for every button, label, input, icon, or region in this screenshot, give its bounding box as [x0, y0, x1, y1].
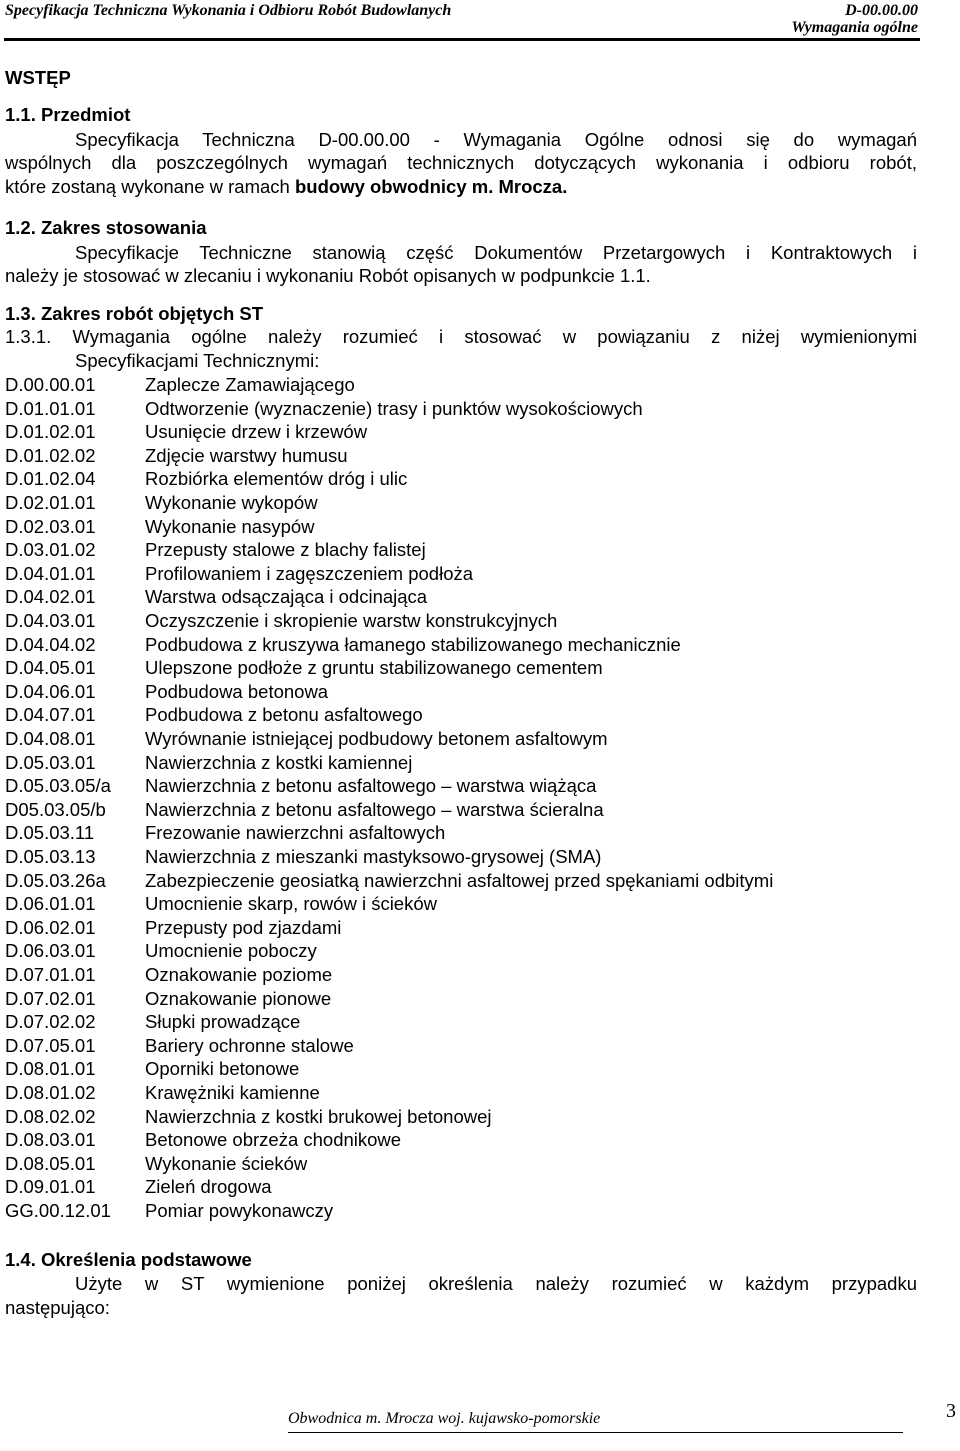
header-divider — [4, 38, 920, 41]
spec-code: D.06.03.01 — [5, 940, 96, 961]
spec-code: D.04.02.01 — [5, 586, 96, 607]
section-1-4-title: 1.4. Określenia podstawowe — [5, 1249, 252, 1270]
page-number: 3 — [946, 1400, 956, 1422]
spec-code: D.08.01.02 — [5, 1082, 96, 1103]
spec-code: D.09.01.01 — [5, 1176, 96, 1197]
section-1-1-line-2: wspólnych dla poszczególnych wymagań technicznych dotyczących wykonania i odbioru robót, — [5, 152, 917, 173]
spec-name: Zdjęcie warstwy humusu — [145, 445, 348, 466]
section-1-3-title: 1.3. Zakres robót objętych ST — [5, 303, 264, 324]
spec-name: Odtworzenie (wyznaczenie) trasy i punktów wysokościowych — [145, 398, 643, 419]
spec-name: Oporniki betonowe — [145, 1058, 300, 1079]
spec-name: Usunięcie drzew i krzewów — [145, 421, 368, 442]
spec-name: Przepusty stalowe z blachy falistej — [145, 539, 426, 560]
spec-name: Krawężniki kamienne — [145, 1082, 320, 1103]
footer-divider — [288, 1432, 903, 1433]
spec-name: Nawierzchnia z kostki brukowej betonowej — [145, 1106, 492, 1127]
section-1-4-line-2: następująco: — [5, 1297, 110, 1318]
spec-name: Nawierzchnia z betonu asfaltowego – warstwa wiążąca — [145, 775, 597, 796]
spec-code: D.05.03.13 — [5, 846, 96, 867]
section-1-3-1-line-2: Specyfikacjami Technicznymi: — [75, 350, 320, 371]
spec-name: Słupki prowadzące — [145, 1011, 301, 1032]
spec-code: D.07.01.01 — [5, 964, 96, 985]
spec-code: D.00.00.01 — [5, 374, 96, 395]
spec-code: D.01.01.01 — [5, 398, 96, 419]
section-1-4-line-1: Użyte w ST wymienione poniżej określenia należy rozumieć w każdym przypadku — [75, 1273, 917, 1294]
spec-name: Przepusty pod zjazdami — [145, 917, 342, 938]
spec-name: Pomiar powykonawczy — [145, 1200, 334, 1221]
section-1-2-line-2: należy je stosować w zlecaniu i wykonaniu Robót opisanych w podpunkcie 1.1. — [5, 265, 651, 286]
footer-text: Obwodnica m. Mrocza woj. kujawsko-pomorskie — [288, 1410, 601, 1427]
spec-code: D.05.03.01 — [5, 752, 96, 773]
spec-code: D.02.03.01 — [5, 516, 96, 537]
spec-name: Zaplecze Zamawiającego — [145, 374, 355, 395]
spec-name: Betonowe obrzeża chodnikowe — [145, 1129, 402, 1150]
header-spec-code: D-00.00.00 — [845, 2, 918, 19]
spec-code: D.07.02.02 — [5, 1011, 96, 1032]
spec-code: D.04.05.01 — [5, 657, 96, 678]
spec-code: D.06.01.01 — [5, 893, 96, 914]
spec-name: Warstwa odsączająca i odcinająca — [145, 586, 428, 607]
spec-code: D.04.07.01 — [5, 704, 96, 725]
spec-name: Podbudowa betonowa — [145, 681, 329, 702]
section-1-2-line-1: Specyfikacje Techniczne stanowią część Dokumentów Przetargowych i Kontraktowych i — [75, 242, 917, 263]
header-spec-subtitle: Wymagania ogólne — [791, 19, 918, 36]
spec-name: Nawierzchnia z kostki kamiennej — [145, 752, 413, 773]
spec-code: D.04.04.02 — [5, 634, 96, 655]
section-title-wstep: WSTĘP — [5, 67, 71, 88]
spec-code: D.04.01.01 — [5, 563, 96, 584]
section-1-1-line-1: Specyfikacja Techniczna D-00.00.00 - Wymagania Ogólne odnosi się do wymagań — [75, 129, 917, 150]
spec-name: Oczyszczenie i skropienie warstw konstrukcyjnych — [145, 610, 558, 631]
spec-code: D.04.03.01 — [5, 610, 96, 631]
spec-name: Nawierzchnia z betonu asfaltowego – warstwa ścieralna — [145, 799, 604, 820]
spec-code: D.05.03.05/a — [5, 775, 111, 796]
spec-code: D.06.02.01 — [5, 917, 96, 938]
spec-name: Umocnienie skarp, rowów i ścieków — [145, 893, 437, 914]
spec-code: D.05.03.26a — [5, 870, 106, 891]
spec-code: D.04.06.01 — [5, 681, 96, 702]
spec-code: D.07.05.01 — [5, 1035, 96, 1056]
project-name: budowy obwodnicy m. Mrocza. — [294, 176, 568, 197]
spec-code: D.03.01.02 — [5, 539, 96, 560]
spec-name: Bariery ochronne stalowe — [145, 1035, 354, 1056]
spec-name: Frezowanie nawierzchni asfaltowych — [145, 822, 446, 843]
header-document-title: Specyfikacja Techniczna Wykonania i Odbioru Robót Budowlanych — [5, 2, 452, 19]
spec-code: D.01.02.01 — [5, 421, 96, 442]
spec-name: Umocnienie poboczy — [145, 940, 317, 961]
spec-code: D.01.02.02 — [5, 445, 96, 466]
section-1-2-title: 1.2. Zakres stosowania — [5, 217, 207, 238]
spec-code: D.08.01.01 — [5, 1058, 96, 1079]
section-1-3-1-line-1: 1.3.1. Wymagania ogólne należy rozumieć i stosować w powiązaniu z niżej wymienionymi — [5, 326, 917, 347]
spec-name: Wykonanie wykopów — [145, 492, 318, 513]
section-1-1-line-3-text: które zostaną wykonane w ramach — [5, 176, 295, 197]
spec-code: D.02.01.01 — [5, 492, 96, 513]
spec-name: Profilowaniem i zagęszczeniem podłoża — [145, 563, 474, 584]
spec-code: D.08.03.01 — [5, 1129, 96, 1150]
spec-name: Oznakowanie poziome — [145, 964, 333, 985]
spec-name: Podbudowa z kruszywa łamanego stabilizowanego mechanicznie — [145, 634, 681, 655]
spec-code: D.08.05.01 — [5, 1153, 96, 1174]
spec-code: D.08.02.02 — [5, 1106, 96, 1127]
spec-name: Nawierzchnia z mieszanki mastyksowo-grysowej (SMA) — [145, 846, 602, 867]
spec-name: Ulepszone podłoże z gruntu stabilizowanego cementem — [145, 657, 603, 678]
section-1-1-title: 1.1. Przedmiot — [5, 104, 131, 125]
spec-name: Wykonanie nasypów — [145, 516, 315, 537]
spec-code: D05.03.05/b — [5, 799, 106, 820]
spec-code: D.07.02.01 — [5, 988, 96, 1009]
spec-name: Zabezpieczenie geosiatką nawierzchni asfaltowej przed spękaniami odbitymi — [145, 870, 774, 891]
spec-name: Zieleń drogowa — [145, 1176, 272, 1197]
spec-name: Wyrównanie istniejącej podbudowy betonem asfaltowym — [145, 728, 608, 749]
spec-code: GG.00.12.01 — [5, 1200, 111, 1221]
spec-code: D.04.08.01 — [5, 728, 96, 749]
spec-name: Rozbiórka elementów dróg i ulic — [145, 468, 408, 489]
section-1-1-line-3 — [5, 176, 567, 198]
spec-name: Oznakowanie pionowe — [145, 988, 332, 1009]
spec-name: Podbudowa z betonu asfaltowego — [145, 704, 423, 725]
spec-code: D.01.02.04 — [5, 468, 96, 489]
spec-name: Wykonanie ścieków — [145, 1153, 308, 1174]
spec-code: D.05.03.11 — [5, 822, 95, 843]
